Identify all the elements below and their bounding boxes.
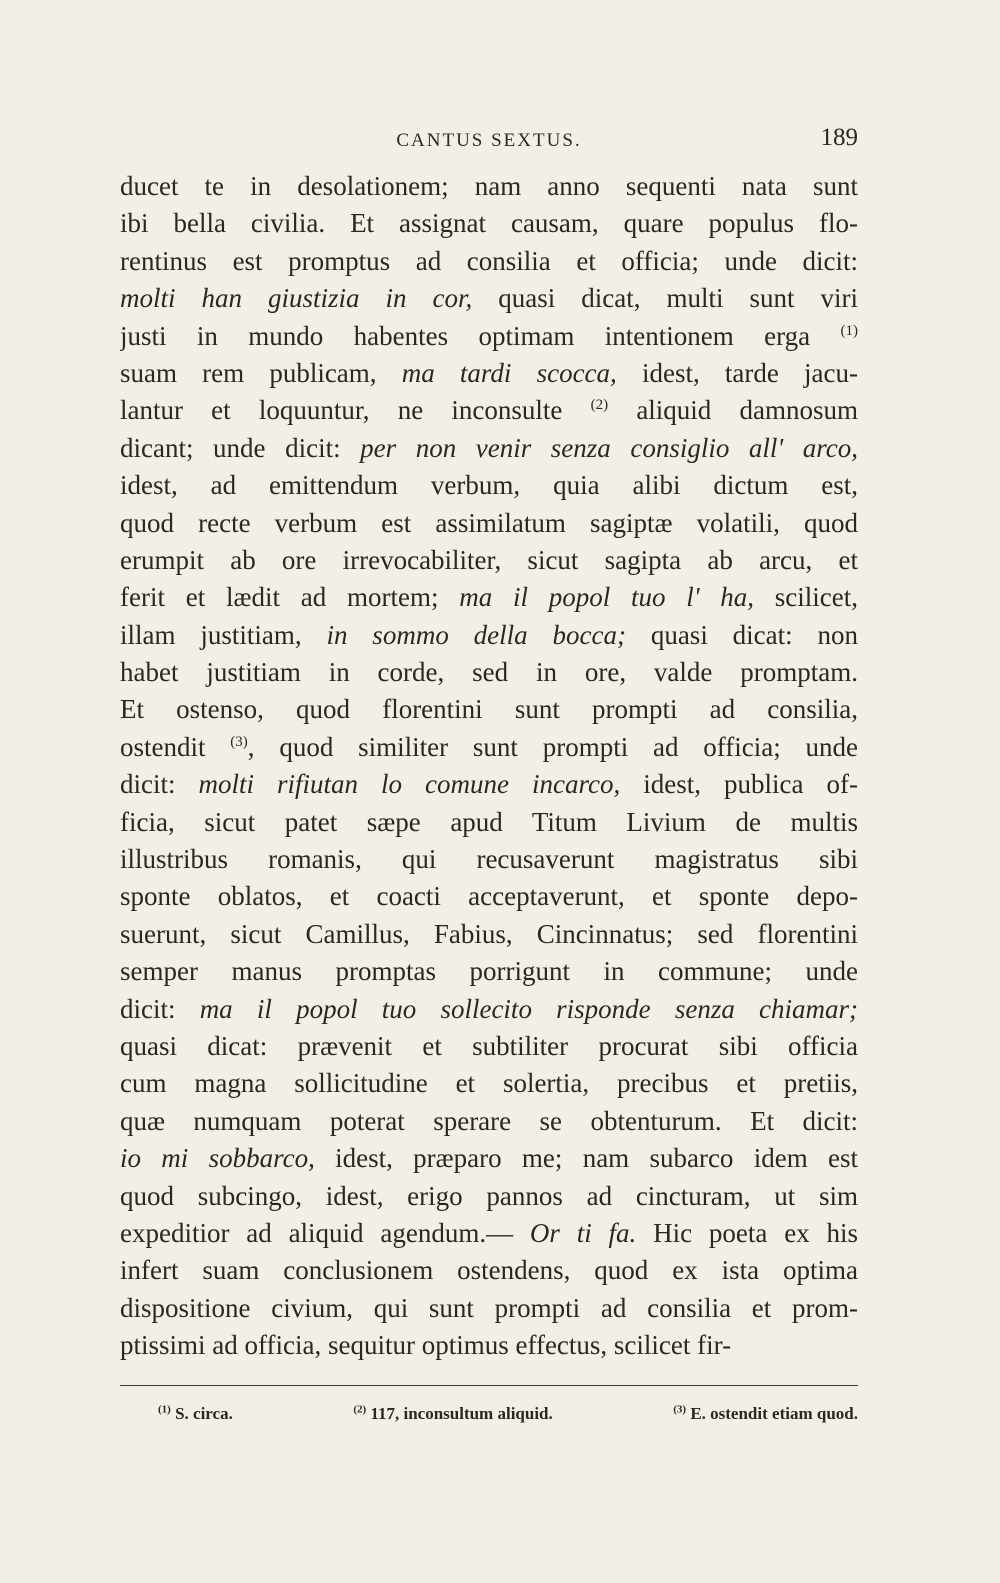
text-segment: dispositione civium, qui sunt prompti ad consilia et prom- <box>120 1292 858 1323</box>
footnote <box>673 1404 858 1424</box>
text-segment: dicant; unde dicit: <box>120 432 361 463</box>
text-segment: suam rem publicam, <box>120 357 402 388</box>
text-segment: ostendit <box>120 731 231 762</box>
italic-quote: per non venir senza consiglio all' arco, <box>360 432 858 463</box>
text-segment: illustribus romanis, qui recusaverunt magistratus sibi <box>120 844 858 875</box>
text-line <box>120 1103 858 1140</box>
text-line <box>120 878 858 915</box>
text-line <box>120 1290 858 1327</box>
text-segment: habet justitiam in corde, sed in ore, valde promptam. <box>120 657 858 688</box>
text-line <box>120 243 858 280</box>
text-segment: aliquid damnosum <box>608 395 858 426</box>
text-line <box>120 205 858 242</box>
text-segment: quasi dicat: non <box>625 619 858 650</box>
text-line <box>120 654 858 691</box>
footnote-mark: (1) <box>158 1403 171 1416</box>
text-line <box>120 916 858 953</box>
text-line <box>120 168 858 205</box>
text-segment: quæ numquam poterat sperare se obtenturum. Et dicit: <box>120 1105 858 1136</box>
text-line <box>120 1215 858 1252</box>
text-line <box>120 430 858 467</box>
text-line <box>120 542 858 579</box>
text-line <box>120 841 858 878</box>
footnote-text: 117, inconsultum aliquid. <box>370 1404 553 1423</box>
text-line <box>120 318 858 355</box>
text-segment: , quod similiter sunt prompti ad officia; unde <box>247 731 858 762</box>
text-line <box>120 1140 858 1177</box>
text-line <box>120 691 858 728</box>
footnote-mark: (3) <box>673 1403 687 1416</box>
text-segment: scilicet, <box>754 582 858 613</box>
text-segment: dicit: <box>120 769 199 800</box>
running-head: CANTUS SEXTUS. <box>396 130 582 151</box>
text-segment: cum magna sollicitudine et solertia, precibus et pretiis, <box>120 1068 858 1099</box>
text-line <box>120 617 858 654</box>
footnote-ref: (1) <box>840 322 858 339</box>
italic-quote: molti han giustizia in cor, <box>120 283 473 314</box>
text-segment: idest, publica of- <box>620 769 858 800</box>
text-segment: ibi bella civilia. Et assignat causam, quare populus flo- <box>120 208 858 239</box>
footnote-ref: (2) <box>590 397 609 414</box>
text-segment: ferit et lædit ad mortem; <box>120 582 460 613</box>
italic-quote: in sommo della bocca; <box>326 619 626 650</box>
text-line <box>120 280 858 317</box>
italic-quote: molti rifiutan lo comune incarco, <box>198 769 621 800</box>
text-segment: idest, tarde jacu- <box>616 357 858 388</box>
footnote-rule <box>120 1385 858 1386</box>
page-number: 189 <box>820 124 858 151</box>
text-segment: ptissimi ad officia, sequitur optimus effectus, scilicet fir- <box>120 1330 732 1361</box>
text-segment: suerunt, sicut Camillus, Fabius, Cincinnatus; sed florentini <box>120 918 858 949</box>
text-line <box>120 1327 858 1364</box>
text-segment: quod recte verbum est assimilatum sagiptæ volatili, quod <box>120 507 858 538</box>
footnote <box>158 1404 233 1424</box>
text-segment: illam justitiam, <box>120 619 327 650</box>
text-segment: ficia, sicut patet sæpe apud Titum Livium de multis <box>120 806 858 837</box>
text-line <box>120 1252 858 1289</box>
text-segment: idest, ad emittendum verbum, quia alibi dictum est, <box>120 470 858 501</box>
text-line <box>120 766 858 803</box>
text-segment: rentinus est promptus ad consilia et officia; unde dicit: <box>120 245 858 276</box>
body-text <box>120 168 858 1365</box>
text-line <box>120 1065 858 1102</box>
text-segment: quasi dicat: prævenit et subtiliter procurat sibi officia <box>120 1030 858 1061</box>
text-line <box>120 467 858 504</box>
text-line <box>120 729 858 766</box>
text-segment: quod subcingo, idest, erigo pannos ad cincturam, ut sim <box>120 1180 858 1211</box>
text-line <box>120 1028 858 1065</box>
italic-quote: ma il popol tuo sollecito risponde senza chiamar; <box>199 993 858 1024</box>
footnotes <box>158 1404 858 1424</box>
footnote-text: E. ostendit etiam quod. <box>690 1404 858 1423</box>
text-line <box>120 991 858 1028</box>
text-line <box>120 355 858 392</box>
text-line <box>120 953 858 990</box>
text-segment: sponte oblatos, et coacti acceptaverunt, et sponte depo- <box>120 881 858 912</box>
text-segment: ducet te in desolationem; nam anno sequenti nata sunt <box>120 171 858 201</box>
text-segment: justi in mundo habentes optimam intentionem erga <box>120 320 841 351</box>
footnote-text: S. circa. <box>175 1404 233 1423</box>
footnote-mark: (2) <box>353 1403 367 1416</box>
text-segment: idest, præparo me; nam subarco idem est <box>314 1143 858 1174</box>
text-line <box>120 505 858 542</box>
text-segment: erumpit ab ore irrevocabiliter, sicut sagipta ab arcu, et <box>120 544 858 575</box>
italic-quote: io mi sobbarco, <box>120 1143 315 1174</box>
text-line <box>120 1178 858 1215</box>
text-segment: Et ostenso, quod florentini sunt prompti ad consilia, <box>120 694 858 725</box>
text-segment: quasi dicat, multi sunt viri <box>472 283 858 314</box>
text-segment: infert suam conclusionem ostendens, quod ex ista optima <box>120 1255 858 1286</box>
footnote <box>353 1404 552 1424</box>
footnote-ref: (3) <box>230 733 248 750</box>
text-segment: lantur et loquuntur, ne inconsulte <box>120 395 591 426</box>
text-segment: semper manus promptas porrigunt in commune; unde <box>120 956 858 987</box>
italic-quote: ma il popol tuo l' ha, <box>459 582 755 613</box>
page-header <box>120 124 858 160</box>
text-segment: Hic poeta ex his <box>636 1217 858 1248</box>
italic-quote: ma tardi scocca, <box>401 357 617 388</box>
text-line <box>120 804 858 841</box>
text-line <box>120 579 858 616</box>
text-segment: dicit: <box>120 993 200 1024</box>
text-line <box>120 392 858 429</box>
italic-quote: Or ti fa. <box>529 1217 637 1248</box>
text-segment: expeditior ad aliquid agendum.— <box>120 1217 530 1248</box>
